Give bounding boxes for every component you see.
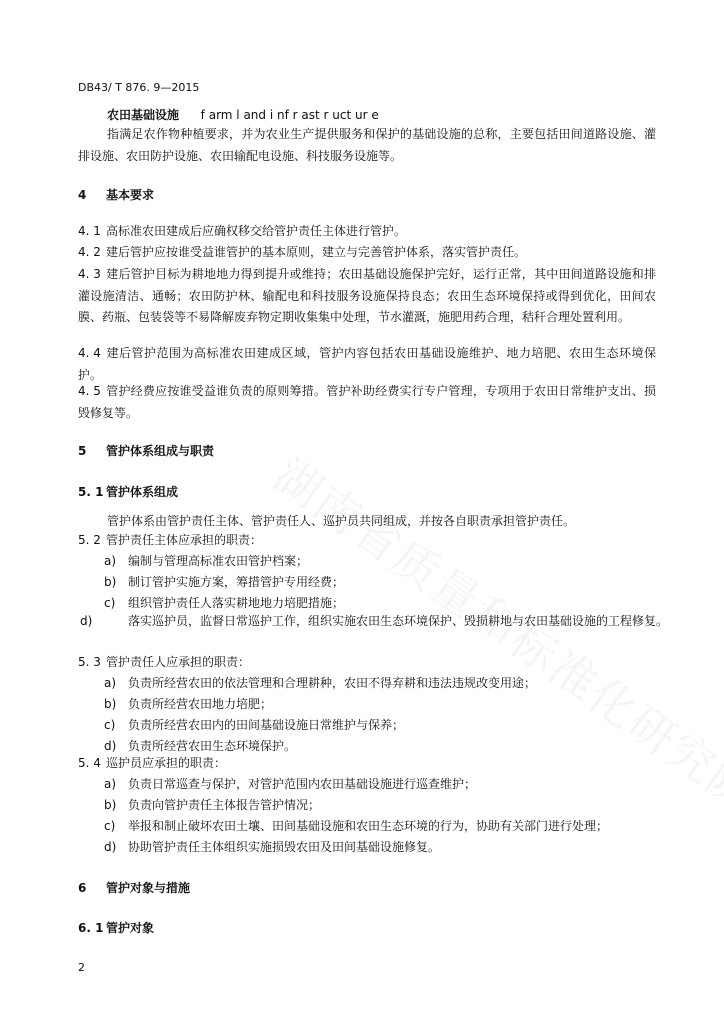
clause-text: 建后管护范围为高标准农田建成区域，管护内容包括农田基础设施维护、地力培肥、农田生态环境保护。 xyxy=(78,346,656,382)
list-item xyxy=(104,574,344,590)
section6-heading xyxy=(78,880,190,896)
list-label: d) xyxy=(104,739,117,753)
list-text: 协助管护责任主体组织实施损毁农田及田间基础设施修复。 xyxy=(128,840,441,854)
list-item xyxy=(104,717,404,733)
section4-heading xyxy=(78,187,154,203)
list-item xyxy=(80,611,680,633)
clause-num: 4. 3 xyxy=(78,267,101,281)
list-item xyxy=(104,797,320,813)
clause-text: 管护责任主体应承担的职责： xyxy=(106,533,263,547)
clause-4-1 xyxy=(78,221,656,243)
term-english: f arm l and i nf r ast r uct ur e xyxy=(200,108,379,122)
list-text: 落实巡护员，监督日常巡护工作，组织实施农田生态环境保护、毁损耕地与农田基础设施的工程修复。 xyxy=(128,614,669,628)
clause-4-2 xyxy=(78,242,656,264)
list-item xyxy=(104,553,308,569)
list-text: 负责所经营农田生态环境保护。 xyxy=(128,739,297,753)
clause-num: 5. 3 xyxy=(78,655,101,669)
list-label: a) xyxy=(104,554,117,568)
clause-text: 巡护员应承担的职责： xyxy=(106,756,227,770)
list-item xyxy=(104,696,272,712)
list-label: a) xyxy=(104,676,117,690)
list-text: 举报和制止破坏农田土壤、田间基础设施和农田生态环境的行为，协助有关部门进行处理； xyxy=(128,819,609,833)
clause-text: 高标准农田建成后应确权移交给管护责任主体进行管护。 xyxy=(106,224,407,238)
list-item xyxy=(104,738,296,754)
list-label: b) xyxy=(104,798,117,812)
clause-4-3 xyxy=(78,264,656,329)
clause-num: 4. 5 xyxy=(78,384,101,398)
list-text: 组织管护责任人落实耕地地力培肥措施； xyxy=(128,596,345,610)
subsection-num: 5. 1 xyxy=(78,485,104,499)
list-label: b) xyxy=(104,575,117,589)
clause-num: 5. 2 xyxy=(78,533,101,547)
section4-title: 基本要求 xyxy=(106,188,155,202)
list-text: 负责所经营农田的依法管理和合理耕种，农田不得弃耕和违法违规改变用途； xyxy=(128,676,537,690)
page-number: 2 xyxy=(78,961,85,974)
section6-num: 6 xyxy=(78,881,87,895)
subsection-5-1-text: 管护体系由管护责任主体、管护责任人、巡护员共同组成，并按各自职责承担管护责任。 xyxy=(107,514,576,528)
clause-text: 建后管护目标为耕地地力得到提升或维持；农田基础设施保护完好，运行正常，其中田间道路设施和排灌设施清洁、通畅；农田防护林、输配电和科技服务设施保持良态；农田生态环境保持或得到优化，田间农膜、药瓶、包装袋等不易降解废弃物定期收集集中处理，节水灌溉，施肥用药合理，秸秆合理处置利用。 xyxy=(78,267,656,324)
clause-text: 管护责任人应承担的职责： xyxy=(106,655,251,669)
subsection-5-1-heading xyxy=(78,484,178,500)
clause-text: 建后管护应按谁受益谁管护的基本原则，建立与完善管护体系，落实管护责任。 xyxy=(106,245,527,259)
clause-num: 4. 2 xyxy=(78,245,101,259)
term-definition: 指满足农作物种植要求，并为农业生产提供服务和保护的基础设施的总称，主要包括田间道路设施、灌排设施、农田防护设施、农田输配电设施、科技服务设施等。 xyxy=(78,127,656,163)
list-item xyxy=(104,839,440,855)
list-item xyxy=(104,818,608,834)
clause-text: 管护经费应按谁受益谁负责的原则筹措。管护补助经费实行专户管理，专项用于农田日常维护支出、损毁修复等。 xyxy=(78,384,656,420)
list-label: c) xyxy=(104,718,116,732)
watermark xyxy=(262,440,652,741)
subsection-title: 管护对象 xyxy=(106,921,155,935)
list-label: d) xyxy=(80,614,93,628)
list-text: 负责所经营农田地力培肥； xyxy=(128,697,273,711)
section4-num: 4 xyxy=(78,188,87,202)
list-text: 编制与管理高标准农田管护档案； xyxy=(128,554,309,568)
clause-5-3 xyxy=(78,654,250,670)
clause-num: 5. 4 xyxy=(78,756,101,770)
section5-num: 5 xyxy=(78,444,87,458)
list-item xyxy=(104,675,536,691)
clause-4-4 xyxy=(78,343,656,386)
subsection-6-1-heading xyxy=(78,920,154,936)
list-label: d) xyxy=(104,840,117,854)
section6-title: 管护对象与措施 xyxy=(106,881,191,895)
list-text: 负责日常巡查与保护，对管护范围内农田基础设施进行巡查维护； xyxy=(128,777,477,791)
list-item xyxy=(104,595,344,611)
clause-num: 4. 4 xyxy=(78,346,101,360)
list-label: b) xyxy=(104,697,117,711)
clause-5-2 xyxy=(78,532,262,548)
doc-code: DB43/ T 876. 9—2015 xyxy=(78,81,200,94)
section5-title: 管护体系组成与职责 xyxy=(106,444,215,458)
term-heading xyxy=(107,107,379,123)
list-text: 负责向管护责任主体报告管护情况； xyxy=(128,798,321,812)
section5-heading xyxy=(78,443,214,459)
subsection-title: 管护体系组成 xyxy=(106,485,179,499)
subsection-num: 6. 1 xyxy=(78,921,104,935)
list-item xyxy=(104,776,476,792)
list-label: c) xyxy=(104,819,116,833)
clause-5-4 xyxy=(78,755,226,771)
term-name: 农田基础设施 xyxy=(107,108,180,122)
list-text: 负责所经营农田内的田间基础设施日常维护与保养； xyxy=(128,718,405,732)
list-text: 制订管护实施方案，筹措管护专用经费； xyxy=(128,575,345,589)
clause-num: 4. 1 xyxy=(78,224,101,238)
clause-4-5 xyxy=(78,381,656,424)
list-label: a) xyxy=(104,777,117,791)
list-label: c) xyxy=(104,596,116,610)
